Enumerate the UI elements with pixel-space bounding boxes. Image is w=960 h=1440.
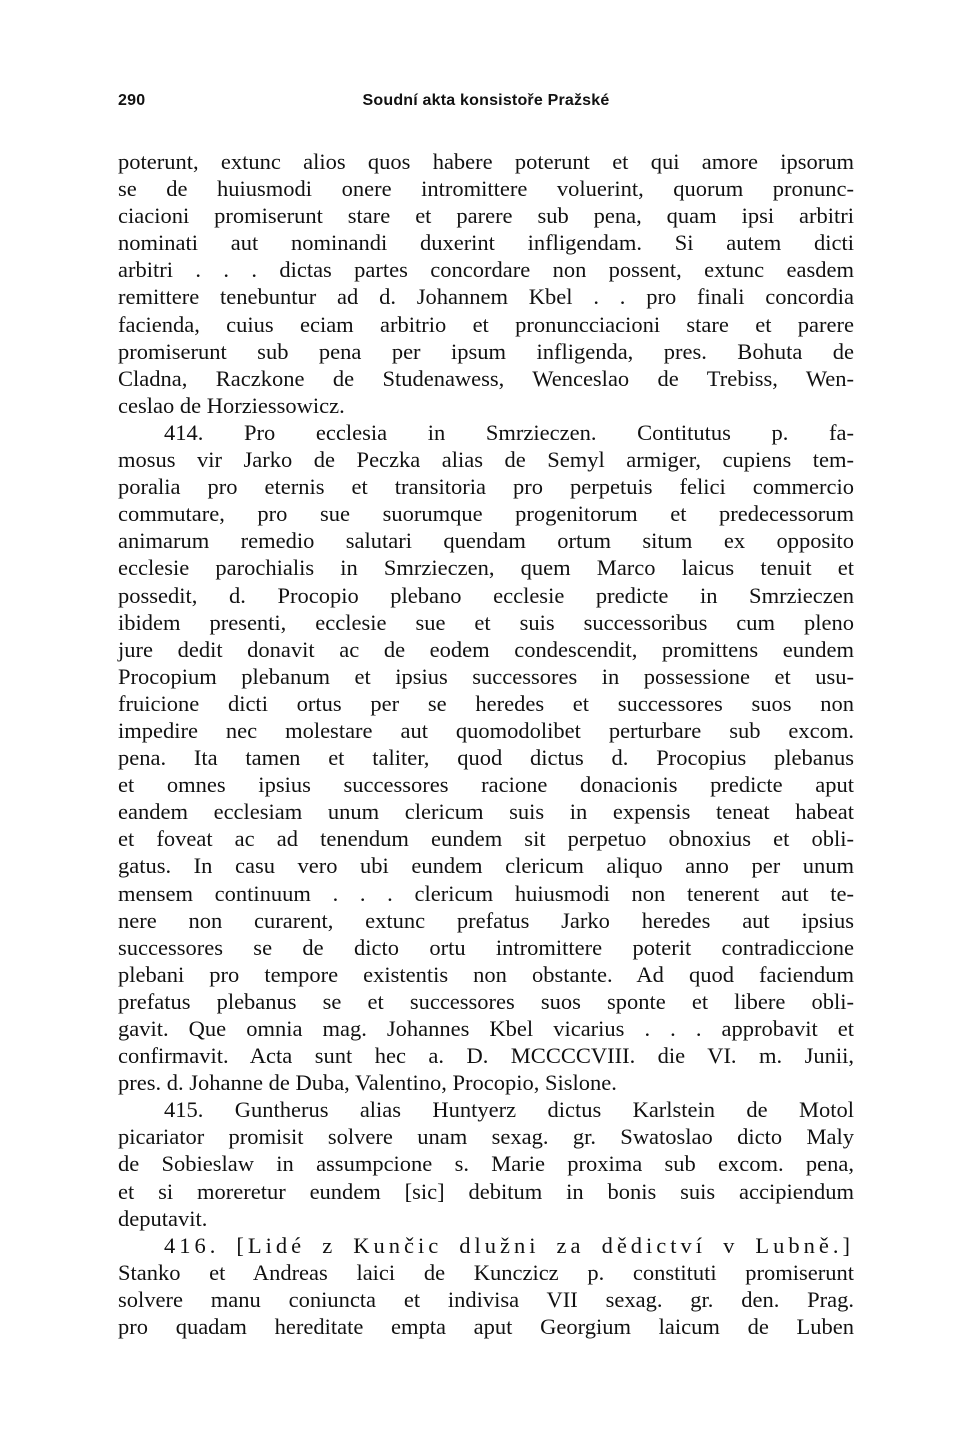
body-text — [118, 148, 854, 1340]
text-line: 416. [Lidé z Kunčic dlužni za dědictví v Lubně.] — [164, 1232, 854, 1258]
text-line: animarum remedio salutari quendam ortum situm ex opposito — [118, 528, 854, 554]
text-line: gatus. In casu vero ubi eundem clericum aliquo anno per unum — [118, 853, 854, 879]
text-line: eandem ecclesiam unum clericum suis in expensis teneat habeat — [118, 799, 854, 825]
text-line: et omnes ipsius successores racione donacionis predicte aput — [118, 772, 854, 798]
text-line: impedire nec molestare aut quomodolibet perturbare sub excom. — [118, 717, 854, 743]
text-line: pro quadam hereditate empta aput Georgium laicum de Luben — [118, 1314, 854, 1340]
text-line: ceslao de Horziessowicz. — [118, 392, 345, 418]
text-line: nere non curarent, extunc prefatus Jarko heredes aut ipsius — [118, 907, 854, 933]
text-line: et si moreretur eundem [sic] debitum in bonis suis accipiendum — [118, 1178, 854, 1204]
text-line: pres. d. Johanne de Duba, Valentino, Procopio, Sislone. — [118, 1070, 617, 1096]
text-line: 414. Pro ecclesia in Smrzieczen. Contitutus p. fa- — [164, 419, 854, 445]
text-line: et foveat ac ad tenendum eundem sit perpetuo obnoxius et obli- — [118, 826, 854, 852]
text-line: pena. Ita tamen et taliter, quod dictus d. Procopius plebanus — [118, 745, 854, 771]
text-line: solvere manu coniuncta et indivisa VII sexag. gr. den. Prag. — [118, 1286, 854, 1312]
page-number: 290 — [118, 92, 146, 109]
text-line: prefatus plebanus se et successores suos sponte et libere obli- — [118, 988, 854, 1014]
text-line: mosus vir Jarko de Peczka alias de Semyl armiger, cupiens tem- — [118, 447, 854, 473]
text-line: Procopium plebanum et ipsius successores in possessione et usu- — [118, 663, 854, 689]
text-line: commutare, pro sue suorumque progenitorum et predecessorum — [118, 501, 854, 527]
running-title: Soudní akta konsistoře Pražské — [362, 92, 610, 109]
text-line: successores se de dicto ortu intromittere poterit contradiccione — [118, 934, 854, 960]
text-line: se de huiusmodi onere intromittere voluerint, quorum pronunc- — [118, 176, 854, 202]
text-line: poterunt, extunc alios quos habere poterunt et qui amore ipsorum — [118, 149, 854, 174]
text-line: gavit. Que omnia mag. Johannes Kbel vicarius . . . approbavit et — [118, 1016, 854, 1041]
text-line: mensem continuum . . . clericum huiusmodi non tenerent aut te- — [118, 880, 854, 906]
text-line: remittere tenebuntur ad d. Johannem Kbel . . pro finali concordia — [118, 284, 854, 310]
text-line: picariator promisit solvere unam sexag. gr. Swatoslao dicto Maly — [118, 1124, 854, 1150]
text-line: ciacioni promiserunt stare et parere sub pena, quam ipsi arbitri — [118, 203, 854, 229]
text-line: 415. Guntherus alias Huntyerz dictus Karlstein de Motol — [164, 1097, 854, 1123]
text-line: promiserunt sub pena per ipsum infligenda, pres. Bohuta de — [118, 338, 854, 364]
text-line: facienda, cuius eciam arbitrio et pronuncciacioni stare et parere — [118, 311, 854, 337]
text-line: ibidem presenti, ecclesie sue et suis successoribus cum pleno — [118, 609, 854, 635]
text-line: confirmavit. Acta sunt hec a. D. MCCCCVIII. die VI. m. Junii, — [118, 1043, 854, 1069]
text-line: fruicione dicti ortus per se heredes et successores suos non — [118, 690, 854, 716]
text-line: Cladna, Raczkone de Studenawess, Wenceslao de Trebiss, Wen- — [118, 365, 854, 391]
text-line: nominati aut nominandi duxerint infligendam. Si autem dicti — [118, 230, 854, 256]
text-line: deputavit. — [118, 1205, 208, 1231]
text-line: Stanko et Andreas laici de Kunczicz p. constituti promiserunt — [118, 1259, 854, 1285]
running-head — [118, 92, 854, 116]
text-line: possedit, d. Procopio plebano ecclesie predicte in Smrzieczen — [118, 582, 854, 608]
text-line: jure dedit donavit ac de eodem condescendit, promittens eundem — [118, 636, 854, 662]
text-line: arbitri . . . dictas partes concordare non possent, extunc easdem — [118, 257, 854, 283]
text-line: ecclesie parochialis in Smrzieczen, quem Marco laicus tenuit et — [118, 555, 854, 581]
text-line: poralia pro eternis et transitoria pro perpetuis felici commercio — [118, 474, 854, 500]
text-line: de Sobieslaw in assumpcione s. Marie proxima sub excom. pena, — [118, 1151, 854, 1177]
text-line: plebani pro tempore existentis non obstante. Ad quod faciendum — [118, 961, 854, 987]
